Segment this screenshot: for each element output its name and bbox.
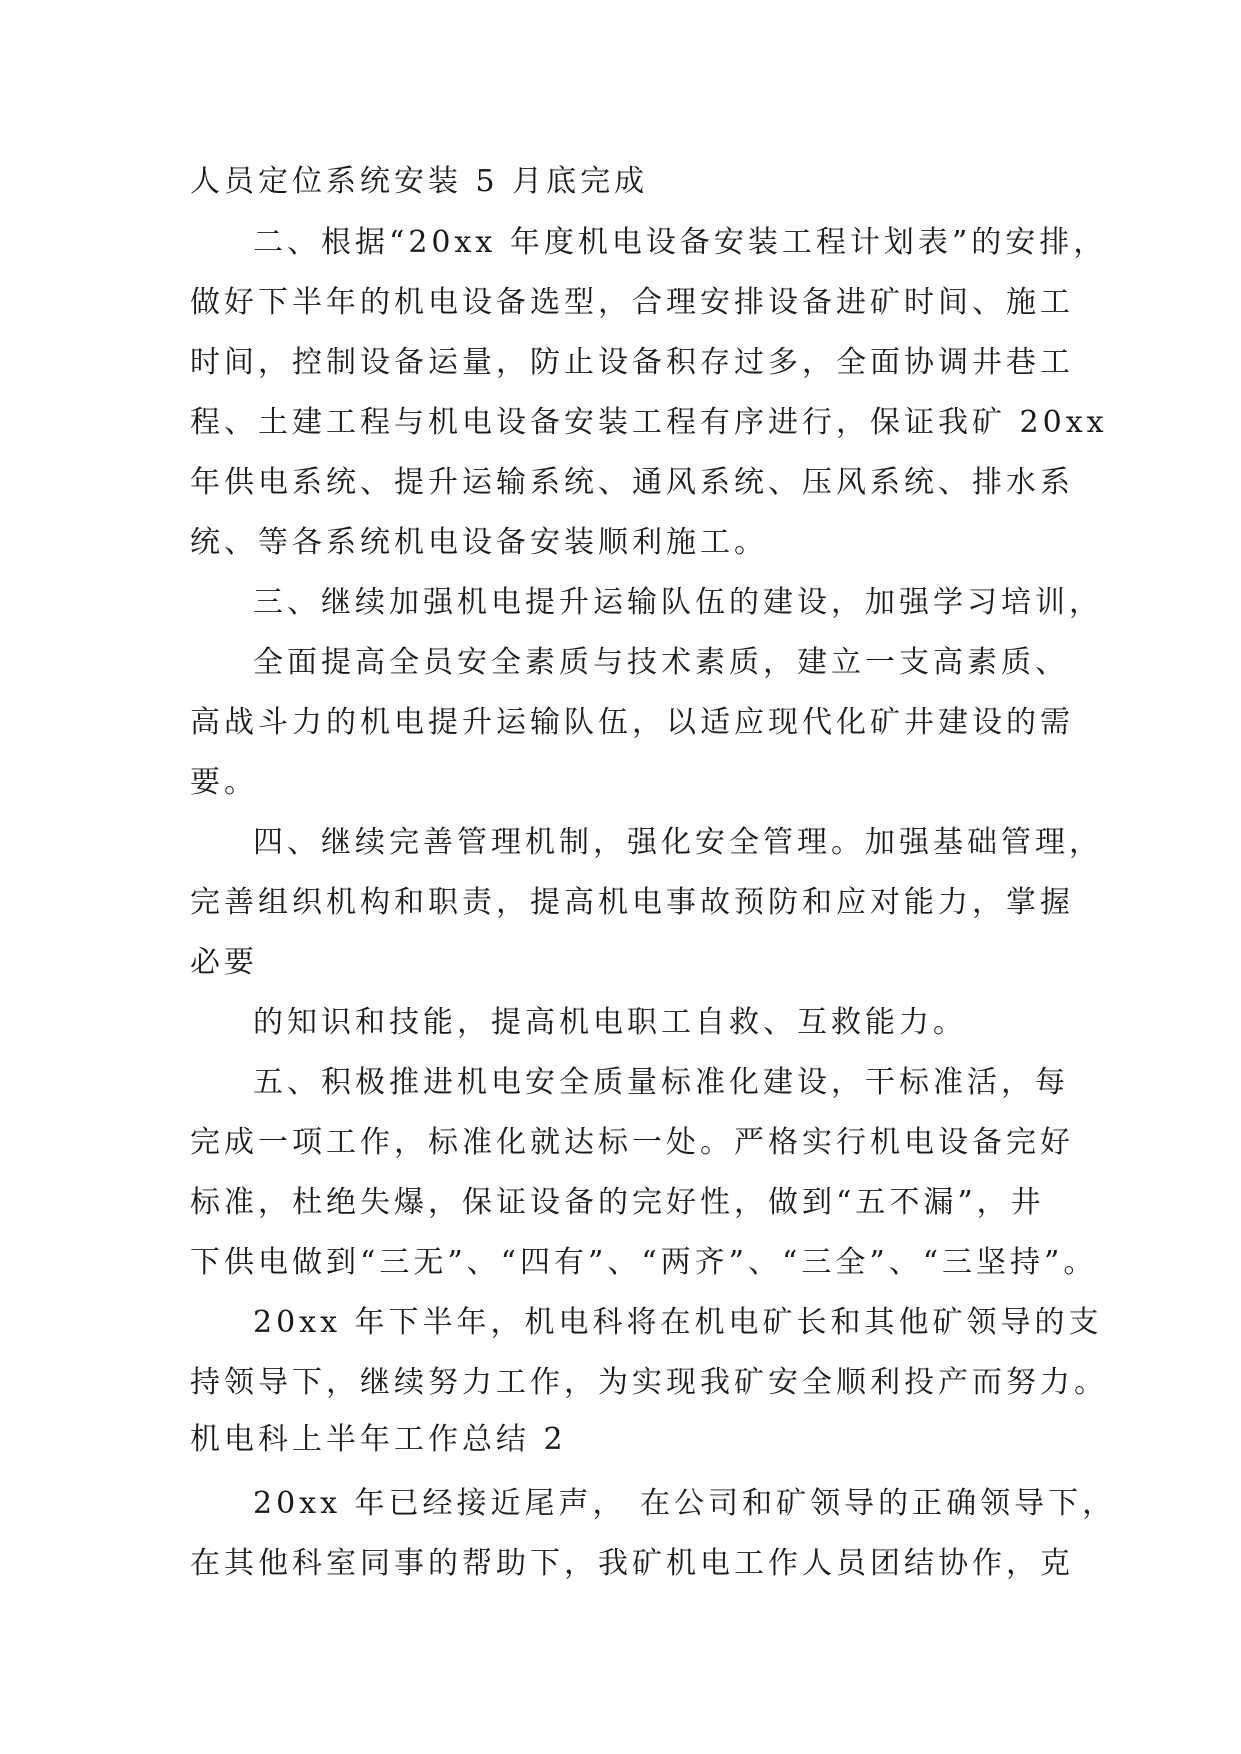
text-line: 高战斗力的机电提升运输队伍，以适应现代化矿井建设的需 <box>190 705 1074 740</box>
text-line: 时间，控制设备运量，防止设备积存过多，全面协调井巷工 <box>190 345 1074 380</box>
text-line: 全面提高全员安全素质与技术素质，建立一支高素质、 <box>253 645 1069 680</box>
text-line: 完善组织机构和职责，提高机电事故预防和应对能力，掌握 <box>190 885 1074 920</box>
text-line: 标准，杜绝失爆，保证设备的完好性，做到“五不漏”，井 <box>190 1185 1045 1220</box>
paragraph-6-start: 20xx 年下半年，机电科将在机电矿长和其他矿领导的支 <box>253 1305 1103 1340</box>
text-line: 完成一项工作，标准化就达标一处。严格实行机电设备完好 <box>190 1125 1074 1160</box>
text-line: 要。 <box>190 765 258 800</box>
paragraph-5-start: 五、积极推进机电安全质量标准化建设，干标准活，每 <box>253 1065 1069 1100</box>
text-line: 持领导下，继续努力工作，为实现我矿安全顺利投产而努力。 <box>190 1365 1108 1400</box>
paragraph-2-start: 二、根据“20xx 年度机电设备安装工程计划表”的安排， <box>253 225 1108 260</box>
paragraph-4-start: 四、继续完善管理机制，强化安全管理。加强基础管理， <box>253 825 1103 860</box>
text-line: 人员定位系统安装 5 月底完成 <box>190 164 649 199</box>
section-heading: 机电科上半年工作总结 2 <box>190 1422 567 1457</box>
text-line: 程、土建工程与机电设备安装工程有序进行，保证我矿 20xx <box>190 405 1108 440</box>
text-line: 在其他科室同事的帮助下，我矿机电工作人员团结协作，克 <box>190 1546 1074 1581</box>
text-line: 下供电做到“三无”、“四有”、“两齐”、“三全”、“三坚持”。 <box>190 1245 1098 1280</box>
paragraph-3-start: 三、继续加强机电提升运输队伍的建设，加强学习培训， <box>253 585 1103 620</box>
paragraph-7-start: 20xx 年已经接近尾声， 在公司和矿领导的正确领导下， <box>253 1486 1117 1521</box>
text-line: 统、等各系统机电设备安装顺利施工。 <box>190 525 768 560</box>
text-line: 必要 <box>190 945 258 980</box>
text-line: 的知识和技能，提高机电职工自救、互救能力。 <box>253 1005 967 1040</box>
text-line: 做好下半年的机电设备选型，合理安排设备进矿时间、施工 <box>190 285 1074 320</box>
text-line: 年供电系统、提升运输系统、通风系统、压风系统、排水系 <box>190 465 1074 500</box>
